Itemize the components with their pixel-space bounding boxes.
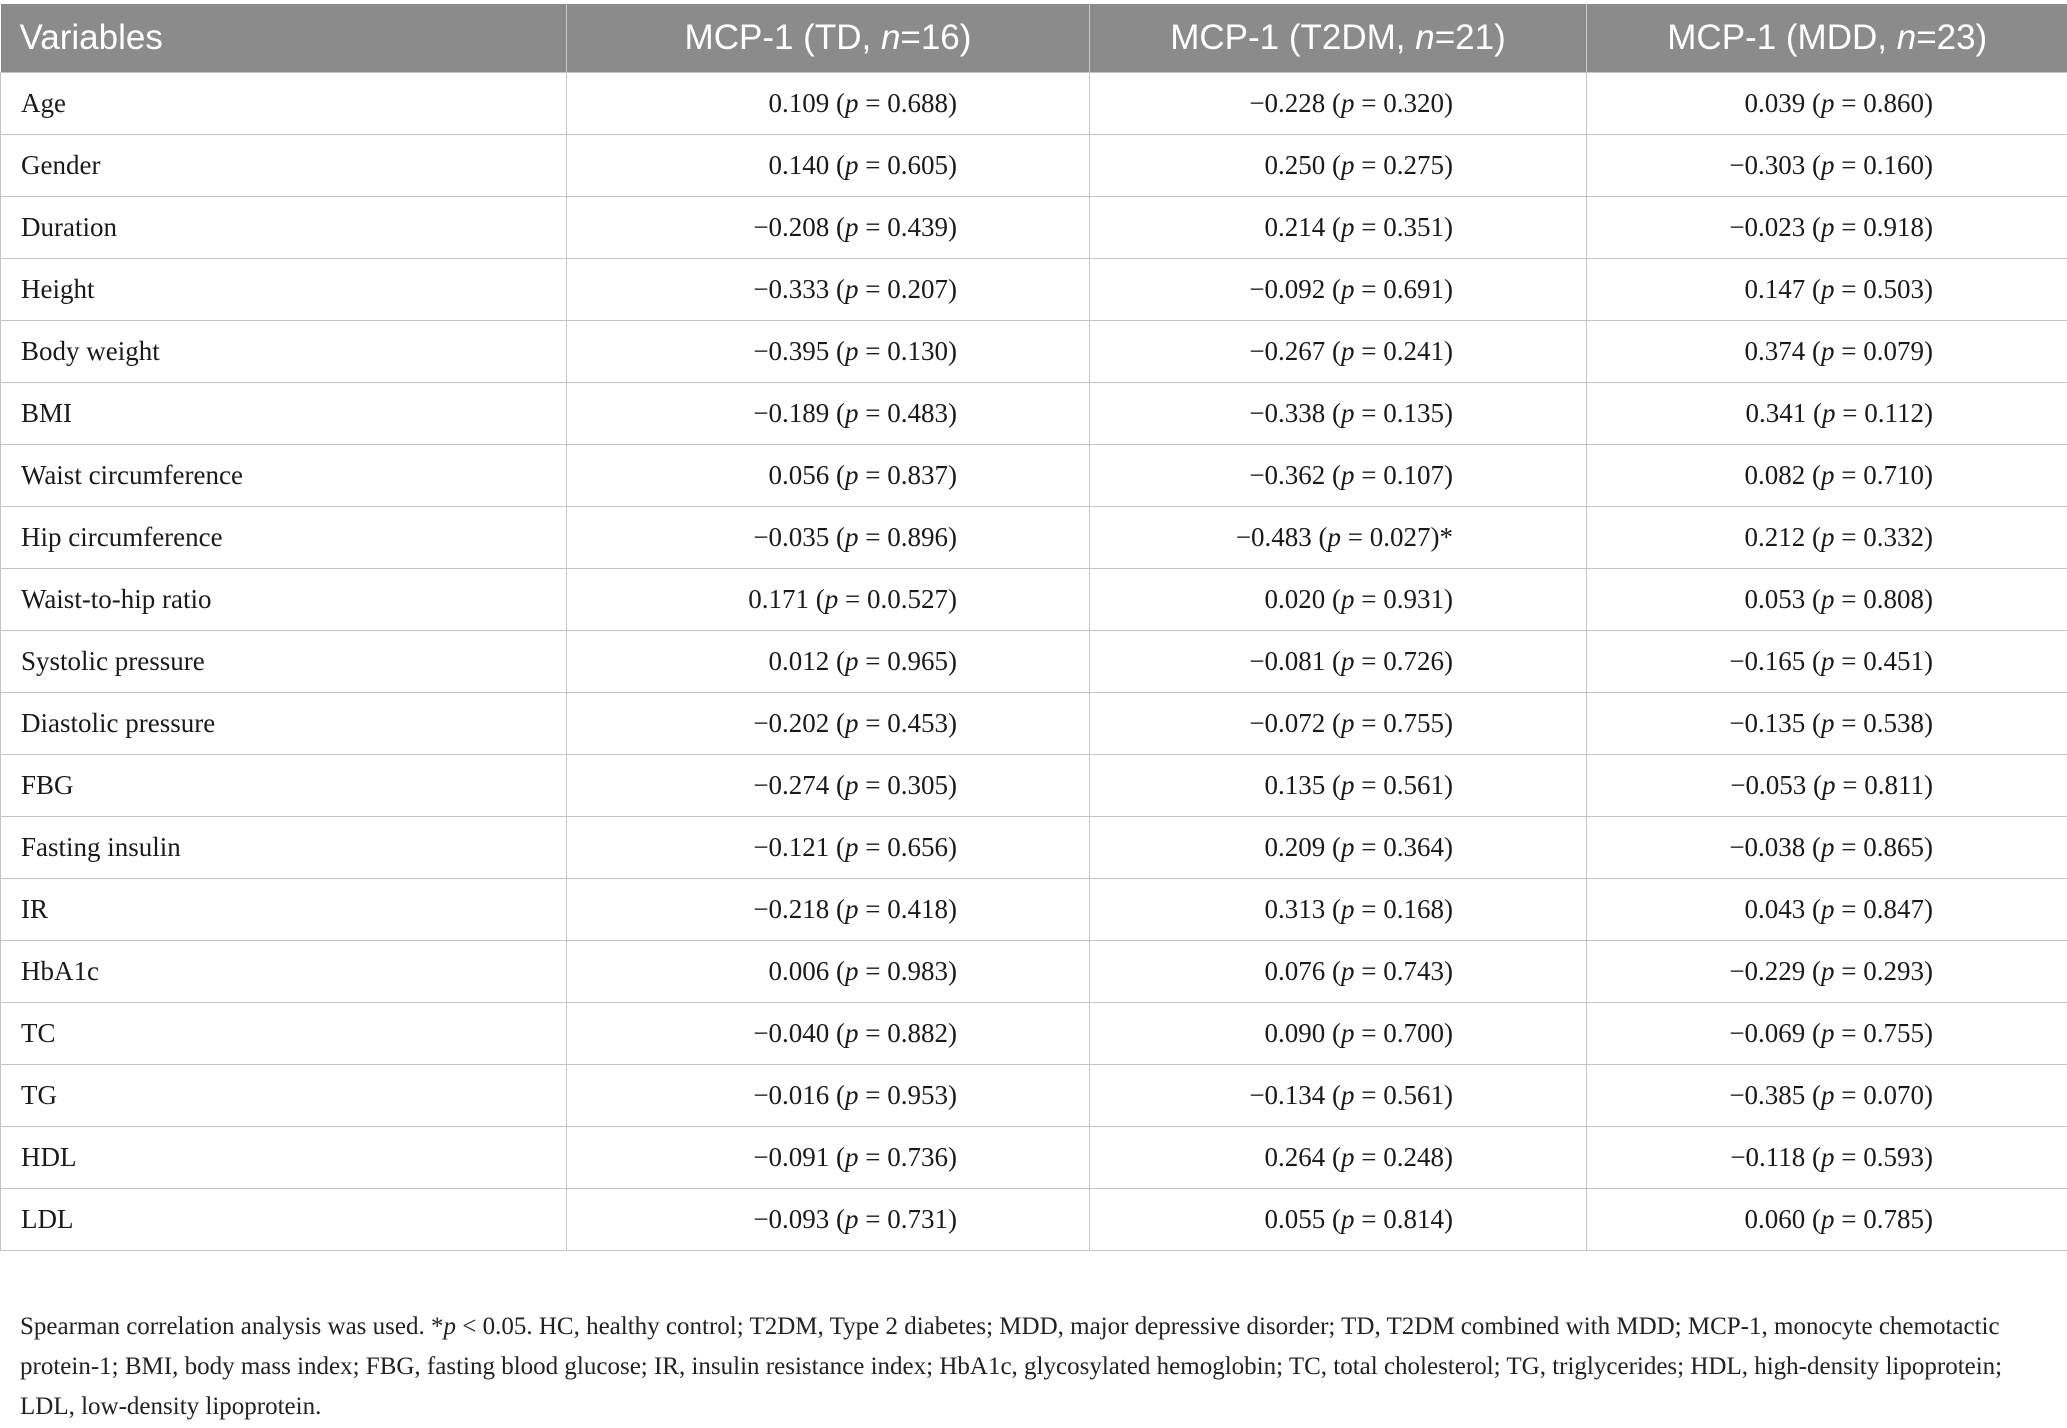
cell-mcp1-mdd: 0.039 (p = 0.860)	[1587, 73, 2067, 135]
cell-mcp1-mdd: −0.069 (p = 0.755)	[1587, 1003, 2067, 1065]
cell-mcp1-td: −0.208 (p = 0.439)	[567, 197, 1090, 259]
table-row	[1, 879, 2067, 941]
cell-mcp1-mdd: −0.303 (p = 0.160)	[1587, 135, 2067, 197]
cell-mcp1-td: 0.140 (p = 0.605)	[567, 135, 1090, 197]
cell-mcp1-mdd: 0.043 (p = 0.847)	[1587, 879, 2067, 941]
table-row	[1, 941, 2067, 1003]
cell-mcp1-mdd: −0.053 (p = 0.811)	[1587, 755, 2067, 817]
cell-mcp1-mdd: −0.038 (p = 0.865)	[1587, 817, 2067, 879]
header-variables: Variables	[1, 4, 567, 73]
cell-mcp1-td: −0.202 (p = 0.453)	[567, 693, 1090, 755]
cell-variable: Hip circumference	[1, 507, 567, 569]
table-row	[1, 1127, 2067, 1189]
cell-variable: Gender	[1, 135, 567, 197]
cell-variable: BMI	[1, 383, 567, 445]
cell-mcp1-mdd: 0.212 (p = 0.332)	[1587, 507, 2067, 569]
cell-variable: Duration	[1, 197, 567, 259]
cell-mcp1-mdd: 0.147 (p = 0.503)	[1587, 259, 2067, 321]
table-row	[1, 817, 2067, 879]
table-row	[1, 1065, 2067, 1127]
table-row	[1, 383, 2067, 445]
cell-mcp1-t2dm: 0.090 (p = 0.700)	[1090, 1003, 1587, 1065]
correlation-table	[0, 4, 2067, 1251]
cell-mcp1-t2dm: 0.250 (p = 0.275)	[1090, 135, 1587, 197]
cell-mcp1-mdd: −0.385 (p = 0.070)	[1587, 1065, 2067, 1127]
cell-mcp1-td: −0.091 (p = 0.736)	[567, 1127, 1090, 1189]
cell-mcp1-td: −0.218 (p = 0.418)	[567, 879, 1090, 941]
cell-variable: IR	[1, 879, 567, 941]
table-row	[1, 755, 2067, 817]
cell-mcp1-t2dm: 0.264 (p = 0.248)	[1090, 1127, 1587, 1189]
cell-mcp1-t2dm: 0.313 (p = 0.168)	[1090, 879, 1587, 941]
cell-mcp1-td: −0.333 (p = 0.207)	[567, 259, 1090, 321]
cell-mcp1-td: −0.040 (p = 0.882)	[567, 1003, 1090, 1065]
table-row	[1, 1003, 2067, 1065]
table-row	[1, 445, 2067, 507]
cell-mcp1-t2dm: −0.092 (p = 0.691)	[1090, 259, 1587, 321]
cell-mcp1-mdd: −0.165 (p = 0.451)	[1587, 631, 2067, 693]
cell-mcp1-t2dm: −0.228 (p = 0.320)	[1090, 73, 1587, 135]
table-row	[1, 197, 2067, 259]
table-row	[1, 693, 2067, 755]
table-row	[1, 259, 2067, 321]
cell-mcp1-t2dm: −0.362 (p = 0.107)	[1090, 445, 1587, 507]
cell-mcp1-td: 0.012 (p = 0.965)	[567, 631, 1090, 693]
table-row	[1, 569, 2067, 631]
cell-mcp1-td: −0.035 (p = 0.896)	[567, 507, 1090, 569]
cell-mcp1-t2dm: −0.072 (p = 0.755)	[1090, 693, 1587, 755]
cell-variable: Diastolic pressure	[1, 693, 567, 755]
cell-mcp1-mdd: −0.229 (p = 0.293)	[1587, 941, 2067, 1003]
cell-mcp1-t2dm: 0.209 (p = 0.364)	[1090, 817, 1587, 879]
cell-mcp1-mdd: 0.060 (p = 0.785)	[1587, 1189, 2067, 1251]
cell-mcp1-td: −0.189 (p = 0.483)	[567, 383, 1090, 445]
cell-mcp1-t2dm: 0.135 (p = 0.561)	[1090, 755, 1587, 817]
cell-mcp1-t2dm: −0.483 (p = 0.027)*	[1090, 507, 1587, 569]
cell-variable: HDL	[1, 1127, 567, 1189]
cell-mcp1-t2dm: 0.076 (p = 0.743)	[1090, 941, 1587, 1003]
table-row	[1, 1189, 2067, 1251]
table-row	[1, 321, 2067, 383]
cell-variable: Systolic pressure	[1, 631, 567, 693]
table-row	[1, 507, 2067, 569]
table-footnote: Spearman correlation analysis was used. *p < 0.05. HC, healthy control; T2DM, Type 2 diabetes; MDD, major depressive disorder; TD, T2DM combined with MDD; MCP-1, monocyte chemotactic protein-1; BMI, body mass index; FBG, fasting blood glucose; IR, insulin resistance index; HbA1c, glycosylated hemoglobin; TC, total cholesterol; TG, triglycerides; HDL, high-density lipoprotein; LDL, low-density lipoprotein.	[20, 1313, 2003, 1420]
cell-mcp1-td: −0.395 (p = 0.130)	[567, 321, 1090, 383]
cell-mcp1-t2dm: −0.338 (p = 0.135)	[1090, 383, 1587, 445]
cell-mcp1-td: 0.006 (p = 0.983)	[567, 941, 1090, 1003]
cell-mcp1-t2dm: 0.214 (p = 0.351)	[1090, 197, 1587, 259]
cell-mcp1-mdd: 0.341 (p = 0.112)	[1587, 383, 2067, 445]
table-body	[1, 73, 2067, 1251]
cell-mcp1-td: −0.274 (p = 0.305)	[567, 755, 1090, 817]
cell-mcp1-t2dm: 0.055 (p = 0.814)	[1090, 1189, 1587, 1251]
cell-mcp1-mdd: −0.118 (p = 0.593)	[1587, 1127, 2067, 1189]
cell-mcp1-td: −0.093 (p = 0.731)	[567, 1189, 1090, 1251]
header-mcp1-td: MCP-1 (TD, n=16)	[567, 4, 1090, 73]
cell-variable: Body weight	[1, 321, 567, 383]
cell-mcp1-td: −0.121 (p = 0.656)	[567, 817, 1090, 879]
correlation-table-container	[0, 4, 2067, 1251]
cell-mcp1-td: 0.109 (p = 0.688)	[567, 73, 1090, 135]
cell-variable: Waist circumference	[1, 445, 567, 507]
cell-variable: TC	[1, 1003, 567, 1065]
cell-mcp1-td: −0.016 (p = 0.953)	[567, 1065, 1090, 1127]
cell-mcp1-td: 0.056 (p = 0.837)	[567, 445, 1090, 507]
cell-mcp1-t2dm: −0.267 (p = 0.241)	[1090, 321, 1587, 383]
table-row	[1, 135, 2067, 197]
cell-variable: TG	[1, 1065, 567, 1127]
cell-variable: LDL	[1, 1189, 567, 1251]
header-mcp1-mdd: MCP-1 (MDD, n=23)	[1587, 4, 2067, 73]
cell-variable: Waist-to-hip ratio	[1, 569, 567, 631]
cell-mcp1-t2dm: −0.134 (p = 0.561)	[1090, 1065, 1587, 1127]
header-row	[1, 4, 2067, 73]
header-mcp1-t2dm: MCP-1 (T2DM, n=21)	[1090, 4, 1587, 73]
cell-mcp1-mdd: −0.023 (p = 0.918)	[1587, 197, 2067, 259]
cell-mcp1-t2dm: −0.081 (p = 0.726)	[1090, 631, 1587, 693]
cell-mcp1-td: 0.171 (p = 0.0.527)	[567, 569, 1090, 631]
table-row	[1, 631, 2067, 693]
table-header	[1, 4, 2067, 73]
cell-mcp1-mdd: −0.135 (p = 0.538)	[1587, 693, 2067, 755]
cell-mcp1-mdd: 0.053 (p = 0.808)	[1587, 569, 2067, 631]
cell-mcp1-mdd: 0.082 (p = 0.710)	[1587, 445, 2067, 507]
cell-mcp1-t2dm: 0.020 (p = 0.931)	[1090, 569, 1587, 631]
table-row	[1, 73, 2067, 135]
cell-variable: Height	[1, 259, 567, 321]
cell-variable: FBG	[1, 755, 567, 817]
cell-variable: Fasting insulin	[1, 817, 567, 879]
cell-variable: Age	[1, 73, 567, 135]
cell-mcp1-mdd: 0.374 (p = 0.079)	[1587, 321, 2067, 383]
cell-variable: HbA1c	[1, 941, 567, 1003]
